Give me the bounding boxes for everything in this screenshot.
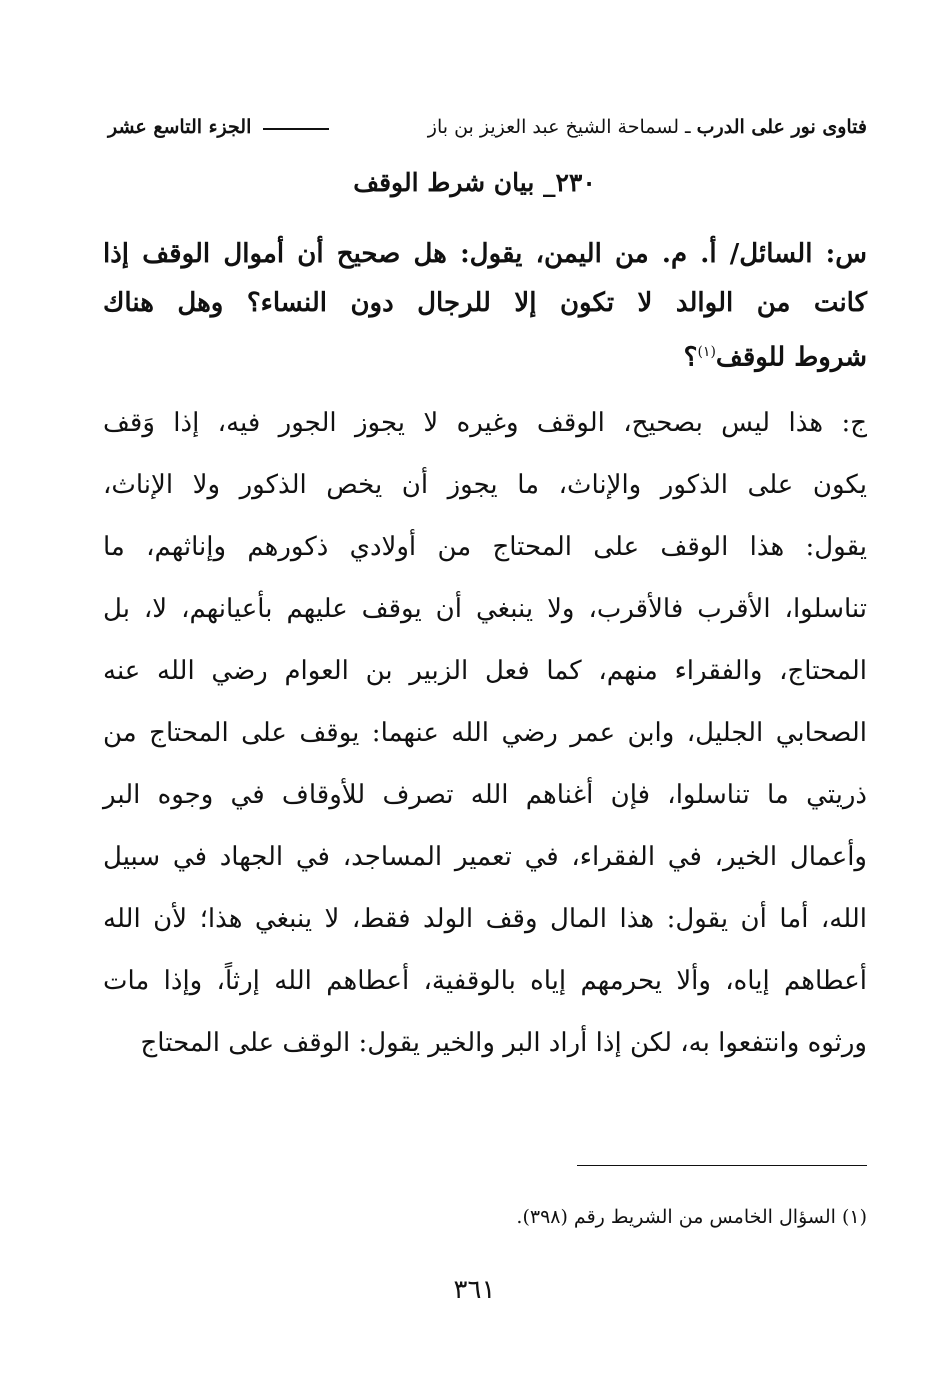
running-header bbox=[108, 110, 867, 144]
answer-line: الصحابي الجليل، وابن عمر رضي الله عنهما: يوقف على المحتاج من bbox=[103, 718, 867, 748]
answer-line: أعطاهم إياه، وألا يحرمهم إياه بالوقفية، أعطاهم الله إرثاً، وإذا مات bbox=[103, 966, 867, 996]
question-end-mark: ؟ bbox=[683, 342, 698, 373]
header-volume-block bbox=[108, 116, 333, 138]
question-line-last bbox=[103, 328, 867, 383]
section-title: ٢٣٠_ بيان شرط الوقف bbox=[353, 168, 596, 197]
header-author: لسماحة الشيخ عبد العزيز بن باز bbox=[427, 116, 679, 138]
answer-line: يكون على الذكور والإناث، ما يجوز أن يخص الذكور ولا الإناث، bbox=[103, 470, 867, 500]
footnote-reference: (١) bbox=[697, 344, 716, 360]
answer-block bbox=[103, 392, 867, 1074]
answer-line: المحتاج، والفقراء منهم، كما فعل الزبير بن العوام رضي الله عنه bbox=[103, 656, 867, 686]
question-block bbox=[103, 230, 867, 383]
footnote: (١) السؤال الخامس من الشريط رقم (٣٩٨). bbox=[516, 1206, 867, 1228]
header-book-title: فتاوى نور على الدرب bbox=[696, 116, 867, 138]
question-line: شروط للوقف bbox=[715, 342, 867, 373]
answer-line: ورثوه وانتفعوا به، لكن إذا أراد البر والخير يقول: الوقف على المحتاج bbox=[140, 1028, 867, 1058]
answer-line: ج: هذا ليس بصحيح، الوقف وغيره لا يجوز الجور فيه، إذا وَقف bbox=[103, 408, 867, 438]
footnote-divider bbox=[577, 1165, 867, 1166]
answer-line: الله، أما أن يقول: هذا المال وقف الولد فقط، لا ينبغي هذا؛ لأن الله bbox=[103, 904, 867, 934]
answer-line: وأعمال الخير، في الفقراء، في تعمير المساجد، في الجهاد في سبيل bbox=[103, 842, 867, 872]
answer-line: تناسلوا، الأقرب فالأقرب، ولا ينبغي أن يوقف عليهم بأعيانهم، لا، بل bbox=[103, 594, 867, 624]
question-line: كانت من الوالد لا تكون إلا للرجال دون النساء؟ وهل هناك bbox=[103, 288, 867, 318]
header-rule bbox=[263, 128, 329, 130]
header-book-author: فتاوى نور على الدرب ـ لسماحة الشيخ عبد العزيز بن باز bbox=[427, 116, 867, 138]
header-volume: الجزء التاسع عشر bbox=[108, 116, 252, 138]
page-number: ٣٦١ bbox=[453, 1275, 496, 1305]
answer-line: ذريتي ما تناسلوا، فإن أغناهم الله تصرف للأوقاف في وجوه البر bbox=[103, 780, 867, 810]
question-line: س: السائل/ أ. م. من اليمن، يقول: هل صحيح أن أموال الوقف إذا bbox=[103, 239, 867, 269]
answer-line: يقول: هذا الوقف على المحتاج من أولادي ذكورهم وإناثهم، ما bbox=[103, 532, 867, 562]
